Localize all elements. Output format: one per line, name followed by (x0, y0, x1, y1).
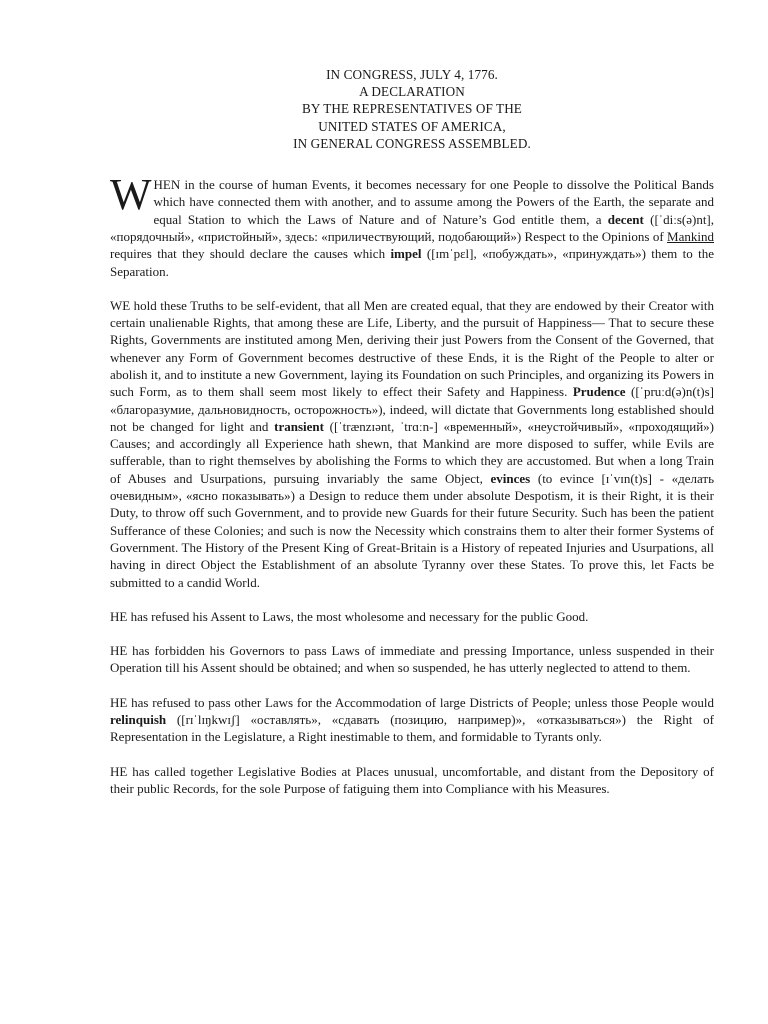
vocab-word: impel (390, 246, 422, 262)
vocab-word: Prudence (572, 384, 626, 400)
paragraph-grievance-4 (110, 763, 714, 798)
drop-cap: W (110, 170, 152, 220)
title-line-representatives: BY THE REPRESENTATIVES OF THE (302, 101, 522, 117)
paragraph-preamble (110, 170, 715, 280)
text: HE has refused to pass other Laws for the Accommodation of large Districts of People; unless those People would (110, 694, 714, 710)
paragraph-grievance-1 (110, 608, 714, 625)
text: HE has called together Legislative Bodies at Places unusual, uncomfortable, and distant from the Depository of their public Records, for the sole Purpose of fatiguing them into Compliance with his Measures. (110, 763, 714, 796)
vocab-word: transient (274, 418, 324, 434)
text: ([ˈdiːs(ə)nt], «порядочный», «пристойный», здесь: «приличествующий, подобающий») Respect to the Opinions of (110, 211, 715, 244)
text: requires that they should declare the causes which (110, 246, 391, 262)
title-block (110, 66, 714, 152)
paragraph-truths (110, 297, 714, 591)
underlined-word: Mankind (667, 228, 714, 244)
vocab-word: relinquish (110, 712, 167, 728)
vocab-word: decent (607, 211, 644, 227)
text: (to evince [ɪˈvɪn(t)s] - «делать очевидным», «ясно показывать») a Design to reduce them under absolute Despotism, it is their Right, it is their Duty, to throw off such Government, and to provide new Guards for their future Security. Such has been the patient Sufferance of these Colonies; and such is now the Necessity which constrains them to alter their former Systems of Government. The History of the Present King of Great-Britain is a History of repeated Injuries and Usurpations, all having in direct Object the Establishment of an absolute Tyranny over these States. To prove this, let Facts be submitted to a candid World. (110, 470, 714, 590)
text: ([ˈtrænzɪənt, ˈtrɑːn-] «временный», «неустойчивый», «проходящий») Causes; and accordingly all Experience hath shewn, that Mankind are more disposed to suffer, while Evils are sufferable, than to right themselves by abolishing the Forms to which they are accustomed. But when a long Train of Abuses and Usurpations, pursuing invariably the same Object, (110, 418, 714, 486)
paragraph-grievance-2 (110, 642, 714, 677)
vocab-word: evinces (490, 470, 531, 486)
text: ([ˈpruːd(ə)n(t)s] «благоразумие, дальновидность, осторожность»), indeed, will dictate that Governments long established should not be changed for light and (110, 384, 714, 434)
text: HE has forbidden his Governors to pass Laws of immediate and pressing Importance, unless suspended in their Operation till his Assent should be obtained; and when so suspended, he has utterly neglected to attend to them. (110, 643, 714, 676)
text: HE has refused his Assent to Laws, the most wholesome and necessary for the public Good. (110, 608, 589, 624)
text: HEN in the course of human Events, it becomes necessary for one People to dissolve the Political Bands which have connected them with another, and to assume among the Powers of the Earth, the separate and equal Station to which the Laws of Nature and of Nature’s God entitle them, a (153, 177, 714, 227)
title-line-congress: IN CONGRESS, JULY 4, 1776. (326, 67, 498, 82)
title-line-united-states: UNITED STATES OF AMERICA, (318, 118, 506, 134)
text: WE hold these Truths to be self-evident, that all Men are created equal, that they are endowed by their Creator with certain unalienable Rights, that among these are Life, Liberty, and the pursuit of Happiness— That to secure these Rights, Governments are instituted among Men, deriving their just Powers from the Consent of the Governed, that whenever any Form of Government becomes destructive of these Ends, it is the Right of the People to alter or abolish it, and to institute a new Government, laying its Foundation on such Principles, and organizing its Powers in such Form, as to them shall seem most likely to effect their Safety and Happiness. (110, 297, 714, 400)
document-page (110, 66, 714, 814)
paragraph-grievance-3 (110, 694, 714, 746)
title-line-assembled: IN GENERAL CONGRESS ASSEMBLED. (293, 135, 531, 151)
text: ([ɪmˈpɛl], «побуждать», «принуждать») them to the Separation. (110, 246, 714, 279)
title-line-declaration: A DECLARATION (359, 84, 465, 100)
text: ([rɪˈlɪŋkwɪʃ] «оставлять», «сдавать (позицию, например)», «отказываться») the Right of Representation in the Legislature, a Right inestimable to them, and formidable to Tyrants only. (110, 712, 714, 745)
